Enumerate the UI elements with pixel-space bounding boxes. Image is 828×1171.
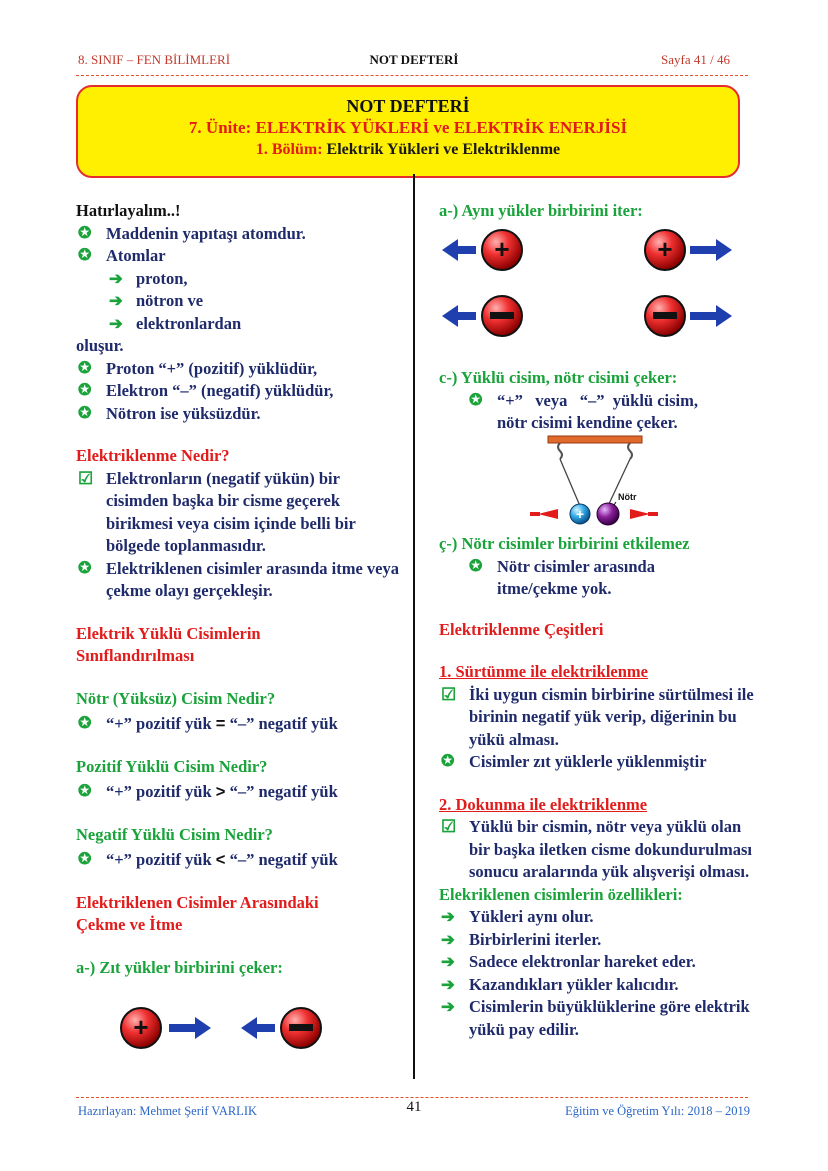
subsection-title: Nötr (Yüksüz) Cisim Nedir?: [76, 688, 276, 708]
arrow-icon: ➔: [109, 291, 123, 310]
subsection-title: a-) Aynı yükler birbirini iter:: [439, 201, 643, 220]
left-arrow-icon: [241, 1017, 275, 1039]
list-item: ➔ Sadece elektronlar hareket eder.: [439, 951, 759, 974]
arrow-icon: ➔: [441, 997, 455, 1016]
arrow-icon: ➔: [441, 952, 455, 971]
header-title: NOT DEFTERİ: [369, 52, 459, 67]
arrow-icon: ➔: [441, 974, 455, 994]
column-divider: [413, 174, 415, 1079]
subsection-title: Elekriklenen cisimlerin özellikleri:: [439, 884, 683, 904]
right-column-block-2: [439, 367, 759, 435]
star-bullet-icon: ✪: [78, 224, 92, 242]
arrow-icon: ➔: [109, 313, 123, 333]
star-bullet-icon: ✪: [78, 715, 92, 732]
footer-author: Hazırlayan: Mehmet Şerif VARLIK: [78, 1104, 258, 1118]
title-line-1: NOT DEFTERİ: [346, 96, 470, 116]
arrow-icon: ➔: [441, 907, 455, 926]
header-page: Sayfa 41 / 46: [661, 52, 730, 67]
list-item: ➔ Birbirlerini iterler.: [439, 929, 759, 952]
arrow-icon: ➔: [109, 268, 123, 288]
attract-illustration: [115, 1004, 335, 1054]
list-item: ✪ Atomlar: [76, 245, 406, 268]
positive-charge-icon: [645, 230, 685, 270]
star-bullet-icon: ✪: [469, 391, 483, 409]
positive-charge-icon: [570, 504, 590, 524]
sub-item: ➔ nötron ve: [76, 290, 406, 313]
negative-charge-icon: [281, 1008, 321, 1048]
subsection-title: 2. Dokunma ile elektriklenme: [439, 794, 648, 814]
repel-illustration: [440, 226, 740, 346]
star-bullet-icon: ✪: [469, 557, 483, 575]
star-bullet-icon: ✪: [78, 404, 92, 422]
neutral-label: Nötr: [618, 492, 637, 502]
section-title: Elektriklenme Nedir?: [76, 446, 230, 465]
list-item-end: oluşur.: [76, 336, 124, 355]
section-title: Elektriklenen Cisimler Arasındaki Çekme ve İtme: [76, 892, 319, 934]
list-item: ✪ Elektriklenen cisimler arasında itme veya çekme olayı gerçekleşir.: [78, 558, 399, 600]
svg-text:+: +: [575, 506, 585, 522]
subsection-title: 1. Sürtünme ile elektriklenme: [439, 662, 648, 681]
list-item: ➔ Cisimlerin büyüklüklerine göre elektrik yükü pay edilir.: [441, 997, 750, 1039]
star-bullet-icon: ✪: [441, 753, 455, 770]
star-bullet-icon: ✪: [78, 783, 92, 800]
checkbox-bullet-icon: ☑: [78, 468, 94, 488]
header-divider: [76, 75, 748, 76]
checkbox-bullet-icon: ☑: [441, 817, 457, 836]
right-arrow-icon: [169, 1017, 211, 1039]
list-item: ✪ “+” veya “–” yüklü cisim, nötr cisimi kendine çeker.: [469, 390, 698, 432]
star-bullet-icon: ✪: [78, 382, 92, 399]
checkbox-bullet-icon: ☑: [441, 684, 457, 704]
svg-text:+: +: [494, 234, 510, 264]
svg-text:+: +: [133, 1012, 149, 1042]
list-item: ✪ Elektron “–” (negatif) yüklüdür,: [76, 380, 406, 403]
list-item: ✪ “+” pozitif yük > “–” negatif yük: [76, 781, 406, 804]
subsection-title: ç-) Nötr cisimler birbirini etkilemez: [439, 534, 690, 553]
list-item: ☑ Yüklü bir cismin, nötr veya yüklü olan bir başka iletken cisme dokundurulması sonucu aralarında yük alışverişi olması.: [441, 817, 753, 881]
arrow-icon: ➔: [441, 929, 455, 949]
neutral-ball-icon: [597, 503, 619, 525]
negative-charge-icon: [482, 296, 522, 336]
list-item: ✪ Nötron ise yüksüzdür.: [76, 403, 406, 426]
title-section-text: Elektrik Yükleri ve Elektriklenme: [326, 141, 561, 158]
sub-item: ➔ elektronlardan: [76, 313, 406, 336]
list-item: ✪ Nötr cisimler arasında itme/çekme yok.: [469, 556, 655, 598]
left-arrow-icon: [442, 239, 476, 261]
positive-charge-icon: [482, 230, 522, 270]
list-item: ➔ Yükleri aynı olur.: [439, 906, 759, 929]
list-item: ☑ Elektronların (negatif yükün) bir cisimden başka bir cisme geçerek birikmesi veya cisim içinde belli bir bölgede toplanmasıdır.: [78, 468, 356, 555]
list-item: ✪ Proton “+” (pozitif) yüklüdür,: [76, 358, 406, 381]
page-number: 41: [406, 1099, 422, 1115]
right-column-block-3: [439, 533, 759, 1041]
list-item: ✪ “+” pozitif yük = “–” negatif yük: [76, 713, 406, 736]
subsection-title: a-) Zıt yükler birbirini çeker:: [76, 957, 283, 977]
negative-charge-icon: [645, 296, 685, 336]
title-section-label: 1. Bölüm:: [255, 141, 323, 158]
left-arrow-icon: [442, 305, 476, 327]
list-item: ✪ Maddenin yapıtaşı atomdur.: [76, 223, 406, 246]
title-line-2: 7. Ünite: ELEKTRİK YÜKLERİ ve ELEKTRİK ENERJİSİ: [188, 118, 628, 137]
list-item: ✪ “+” pozitif yük < “–” negatif yük: [76, 849, 406, 872]
right-column: [439, 200, 759, 223]
list-item: ☑ İki uygun cismin birbirine sürtülmesi ile birinin negatif yük verip, diğerinin bu yükü alması.: [441, 684, 754, 749]
neutral-attraction-illustration: [530, 432, 660, 527]
section-title: Elektriklenme Çeşitleri: [439, 619, 604, 639]
header-course: 8. SINIF – FEN BİLİMLERİ: [78, 52, 231, 67]
title-box: [76, 85, 740, 178]
footer-divider: [76, 1097, 748, 1098]
footer-year: Eğitim ve Öğretim Yılı: 2018 – 2019: [565, 1104, 750, 1118]
left-column: [76, 200, 406, 979]
remember-title: Hatırlayalım..!: [76, 201, 181, 220]
right-arrow-icon: [690, 305, 732, 327]
subsection-title: Negatif Yüklü Cisim Nedir?: [76, 824, 273, 844]
star-bullet-icon: ✪: [78, 851, 92, 868]
star-bullet-icon: ✪: [78, 559, 92, 577]
list-item: ➔ Kazandıkları yükler kalıcıdır.: [439, 974, 759, 997]
subsection-title: c-) Yüklü cisim, nötr cisimi çeker:: [439, 368, 678, 387]
positive-charge-icon: [121, 1008, 161, 1048]
list-item: ✪ Cisimler zıt yüklerle yüklenmiştir: [439, 751, 759, 774]
star-bullet-icon: ✪: [78, 359, 92, 377]
svg-text:+: +: [657, 234, 673, 264]
section-title: Elektrik Yüklü Cisimlerin Sınıflandırılması: [76, 623, 261, 665]
subsection-title: Pozitif Yüklü Cisim Nedir?: [76, 756, 268, 776]
title-line-3: [78, 139, 738, 161]
right-arrow-icon: [690, 239, 732, 261]
star-bullet-icon: ✪: [78, 247, 92, 264]
sub-item: ➔ proton,: [76, 268, 406, 291]
